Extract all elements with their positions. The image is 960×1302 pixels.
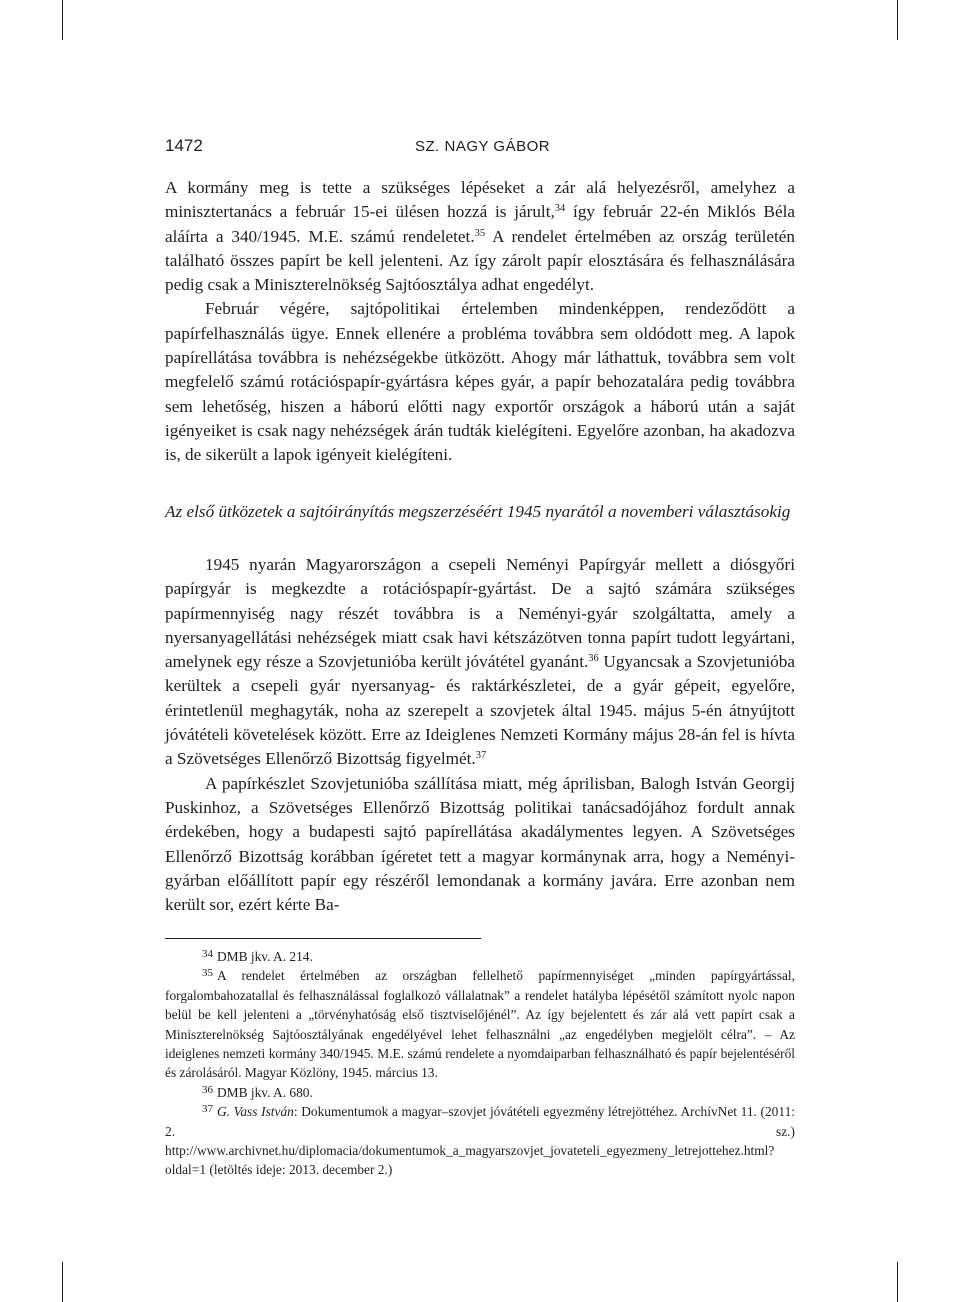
footnote-37: $^{37}$ G. Vass István: Dokumentumok a magyar–szovjet jóvátételi egyezmény létrejöttéhez. ArchívNet 11. (2011: 2. sz.) http://www.archivnet.hu/diplomacia/dokumentumok_a_magyarszovjet_jovateteli_egyezmeny_letrejottehez.html?oldal=1 (letöltés ideje: 2013. december 2.) — [165, 1103, 795, 1178]
footnote-ref-37: 37 — [475, 750, 487, 762]
page-header — [165, 136, 795, 162]
footnote-separator — [165, 938, 481, 939]
footnote-ref-36: 36 — [588, 653, 599, 665]
running-head: SZ. NAGY GÁBOR — [415, 138, 551, 155]
page-number: 1472 — [165, 136, 203, 155]
crop-mark-bottom-left — [62, 1262, 63, 1302]
footnote-37-author: G. Vass István — [217, 1104, 294, 1120]
crop-mark-top-right — [897, 0, 898, 40]
paragraph-3: 1945 nyarán Magyarországon a csepeli Neményi Papírgyár mellett a diósgyőri papírgyár is megkezdte a rotációspapír-gyártást. De a sajtó számára szükséges papírmennyiség nagy részét továbbra is a Neményi-gyár szolgáltatta, amely a nyersanyagellátási nehézségek miatt csak havi kétszázötven tonna papírt tudott legyártani, amelynek egy része a Szovjetunióba került jóvátétel gyanánt.$^{36}$ Ugyancsak a Szovjetunióba kerültek a csepeli gyár nyersanyag- és raktárkészletei, de a gyár gépeit, egyelőre, érintetlenül meghagyták, noha az szerepelt a szovjetek által 1945. május 5-én átnyújtott jóvátételi követelések között. Erre az Ideiglenes Nemzeti Kormány május 28-án fel is hívta a Szövetséges Ellenőrző Bizottság figyelmét.$^{37}$ — [165, 555, 795, 769]
body-text-lower — [165, 553, 795, 917]
paragraph-2: Február végére, sajtópolitikai értelemben mindenképpen, rendeződött a papírfelhasználás ügye. Ennek ellenére a probléma továbbra sem oldódott meg. A lapok papírellátása továbbra is nehézségekbe ütközött. Ahogy már láthattuk, továbbra sem volt megfelelő számú rotációspapír-gyártásra képes gyár, a papír behozatalára pedig továbbra sem lehetőség, hiszen a háború előtti nagy exportőr országok a háború után a saját igényeiket is csak nagy nehézségek árán tudták kielégíteni. Egyelőre azonban, ha akadozva is, de sikerült a lapok igényeit kielégíteni. — [165, 299, 795, 465]
footnote-36: $^{36}$ DMB jkv. A. 680. — [202, 1083, 313, 1100]
body-text-upper — [165, 176, 795, 468]
paragraph-4: A papírkészlet Szovjetunióba szállítása miatt, még áprilisban, Balogh István Georgij Puskinhoz, a Szövetséges Ellenőrző Bizottság politikai tanácsadójához fordult annak érdekében, hogy a budapesti sajtó papírellátása akadálymentes legyen. A Szövetséges Ellenőrző Bizottság korábban ígéretet tett a magyar kormánynak arra, hogy a Neményi-gyárban előállított papír egy részéről lemondanak a kormány javára. Erre azonban nem került sor, ezért kérte Ba- — [165, 773, 795, 915]
section-title: Az első ütközetek a sajtóirányítás megszerzéséért 1945 nyarától a novemberi választásokig — [165, 502, 791, 521]
paragraph-1: A kormány meg is tette a szükséges lépéseket a zár alá helyezésről, amelyhez a minisztertanács a február 15-ei ülésen hozzá is járult,$^{34}$ így február 22-én Miklós Béla aláírta a 340/1945. M.E. számú rendeletet.$^{35}$ A rendelet értelmében az ország területén található összes papírt be kell jelenteni. Az így zárolt papír elosztására és felhasználására pedig csak a Miniszterelnökség Sajtóosztálya adhat engedélyt. — [165, 178, 795, 295]
footnote-ref-34: 34 — [554, 203, 566, 215]
footnote-ref-35: 35 — [474, 227, 486, 239]
footnote-34: $^{34}$ DMB jkv. A. 214. — [202, 948, 313, 964]
footnote-35: $^{35}$ A rendelet értelmében az országban fellelhető papírmennyiséget „minden papírgyártással, forgalombahozatallal és felhasználással foglalkozó vállalatnak” a rendelet hatályba lépésétől számított nyolc napon belül be kell jelenteni a „törvényhatóság első tisztviselőjénél”. Az így bejelentett és zár alá vett papírt csak a Miniszterelnökség Sajtóosztályának engedélyével lehet felhasználni „az engedélyben megjelölt célra”. – Az ideiglenes nemzeti kormány 340/1945. M.E. számú rendelete a nyomdaiparban felhasználható és papír bejelentéséről és zárolásáról. Magyar Közlöny, 1945. március 13. — [165, 967, 795, 1081]
crop-mark-bottom-right — [897, 1262, 898, 1302]
footnotes — [165, 947, 795, 1180]
crop-mark-top-left — [62, 0, 63, 40]
